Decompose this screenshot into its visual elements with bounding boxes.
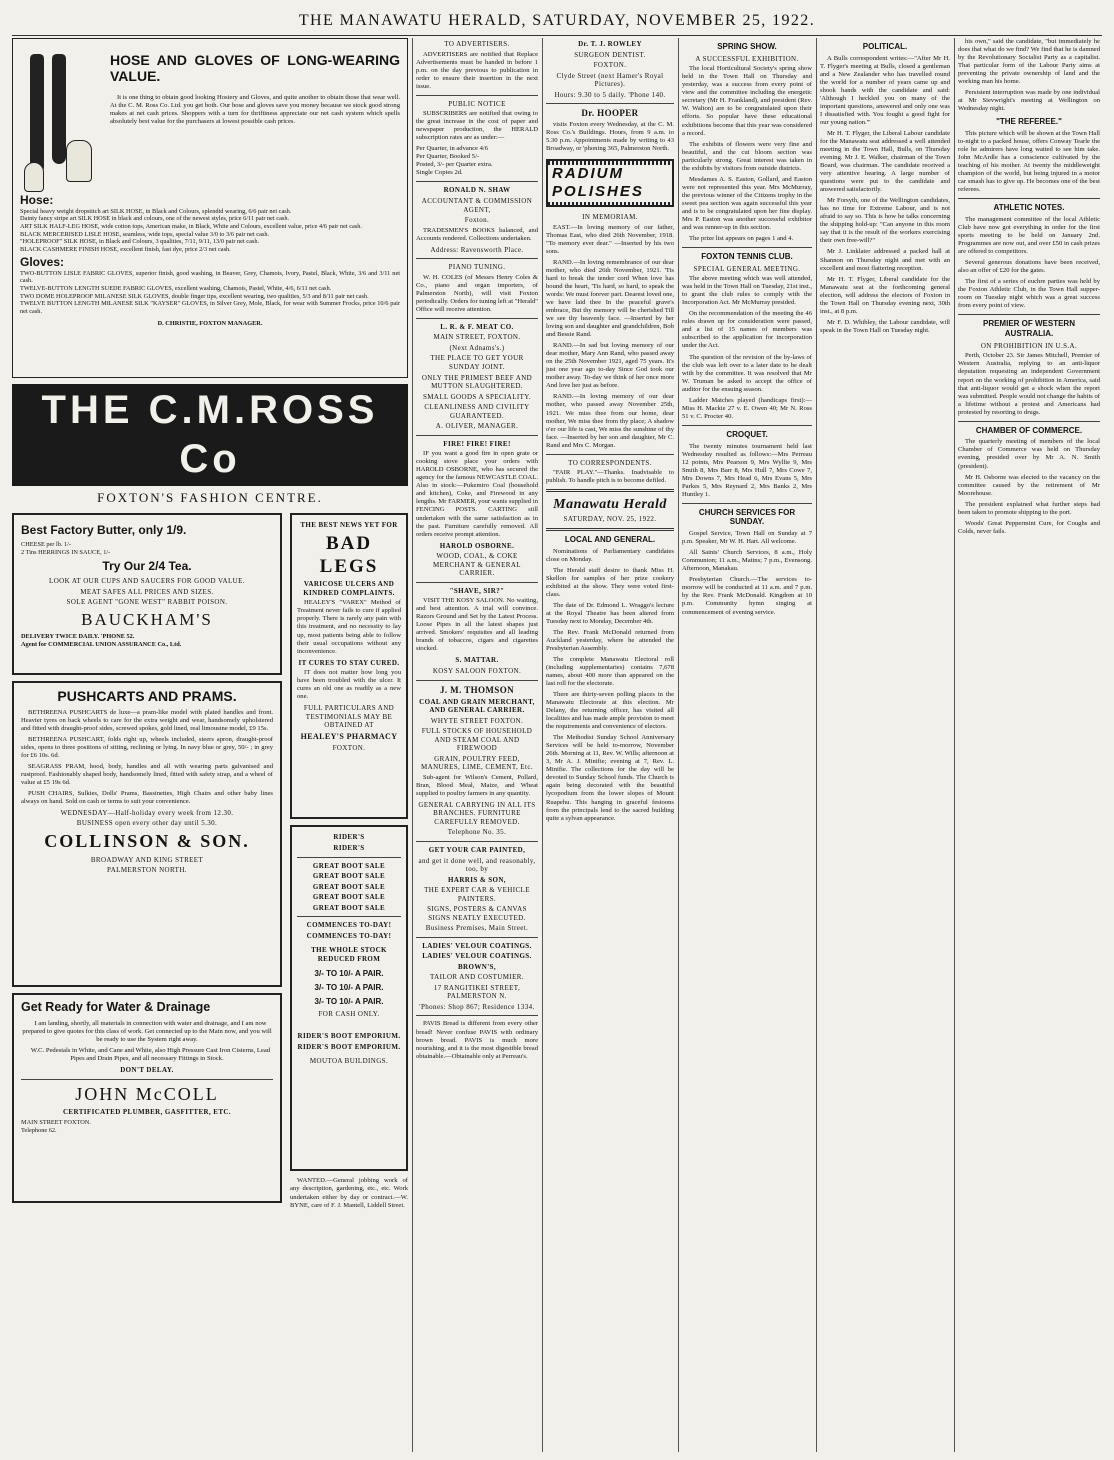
boot-emporium: RIDER'S BOOT EMPORIUM. — [297, 1042, 401, 1051]
hose-gloves-ad — [12, 38, 408, 378]
shaw-sub: ACCOUNTANT & COMMISSION AGENT, — [421, 197, 533, 214]
tennis-paragraph: Ladder Matches played (handicaps first):—Miss H. Mackie 27 v. E. Owen 40; Mr N. Ross 51 v. C. Procter 40. — [682, 396, 812, 420]
butter-title: Best Factory Butter, only 1/9. — [21, 523, 187, 538]
meat-line: SMALL GOODS A SPECIALITY. — [422, 392, 531, 401]
ross-logo: THE C.M.ROSS Co — [12, 384, 408, 486]
legs-top: THE BEST NEWS YET FOR — [300, 521, 398, 530]
local-heading: LOCAL AND GENERAL. — [564, 534, 656, 544]
painted-name: HARRIS & SON, — [448, 875, 506, 884]
shaw-text: TRADESMEN'S BOOKS balanced, and Accounts rendered. Collections undertaken. — [416, 226, 538, 242]
thomson-name: J. M. THOMSON — [439, 684, 515, 695]
hose-item: Dainty fancy stripe art SILK HOSE in black and colours, one of the newest styles, price 6/11 pair net cash. — [20, 215, 290, 223]
mattar-sub: KOSY SALOON FOXTON. — [432, 667, 522, 675]
browns-phone: 'Phones: Shop 867; Residence 1334. — [419, 1002, 535, 1011]
rowley-name: Dr. T. J. ROWLEY — [578, 40, 642, 48]
sale-line: GREAT BOOT SALE — [312, 872, 386, 881]
browns-address: 17 RANGITIKEI STREET, PALMERSTON N. — [433, 983, 521, 1001]
show-paragraph: Mesdames A. S. Easton, Gollard, and Easton were not represented this year. Mrs McMurray, the previous winner of the Citizens trophy in the sweet pea section was again successful this year and is to be congratulated upon her fine display. Mrs P. Easton was another successful exhibitor and was runner-up in this section. — [682, 175, 812, 231]
rowley-place: FOXTON. — [593, 61, 627, 70]
prams-half-holiday: WEDNESDAY—Half-holiday every week from 12.30. — [60, 808, 234, 817]
commerce-heading: CHAMBER OF COMMERCE. — [975, 425, 1083, 435]
osborne-sub: WOOD, COAL, & COKE MERCHANT & GENERAL CARRIER. — [433, 552, 521, 578]
painted-heading: GET YOUR CAR PAINTED, — [428, 845, 526, 854]
church-heading: CHURCH SERVICES FOR SUNDAY. — [698, 507, 796, 527]
commerce-paragraph: Mr H. Osborne was elected to the vacancy on the committee caused by the retirement of Mr Moorehouse. — [958, 473, 1100, 497]
thomson-line: GRAIN, POULTRY FEED, MANURES, LIME, CEMENT, Etc. — [421, 754, 533, 772]
bauckham-name: BAUCKHAM'S — [81, 609, 213, 629]
moutoa-buildings: MOUTOA BUILDINGS. — [309, 1057, 389, 1066]
glove-item: TWELVE BUTTON LENGTH MILANESE SILK "KAYSER" GLOVES, in Silver Grey, Mole, Black, for wear with Summer Frocks, price 10/6 pair net cash. — [20, 300, 400, 315]
commences: COMMENCES TO-DAY! — [306, 931, 392, 940]
memoriam-entry: EAST.—In loving memory of our father, Thomas East, who died 26th November, 1918. "To memory ever dear." —Inserted by his two sons. — [546, 223, 674, 255]
thomson-line: FULL STOCKS OF HOUSEHOLD AND STEAM COAL AND FIREWOOD — [421, 727, 533, 753]
column-memoriam — [546, 38, 674, 1452]
thomson-sub: COAL AND GRAIN MERCHANT, AND GENERAL CARRIER. — [419, 697, 535, 715]
tea-line: MEAT SAFES ALL PRICES AND SIZES. — [80, 587, 214, 596]
political-paragraph: Mr F. D. Whibley, the Labour candidate, will speak in the Town Hall on Tuesday night. — [820, 318, 950, 334]
prams-title: PUSHCARTS AND PRAMS. — [57, 688, 237, 705]
church-paragraph: Presbyterian Church.—The services to-morrow will be conducted at 11 a.m. and 7 p.m. by the Rev. Frank McDonald. Kingdom at 10 p.m. Community hymn singing at commencement of evening service. — [682, 576, 812, 616]
croquet-heading: CROQUET. — [726, 429, 768, 439]
mccoll-trade: CERTIFICATED PLUMBER, GASFITTER, ETC. — [62, 1108, 232, 1117]
sale-line: GREAT BOOT SALE — [312, 893, 386, 902]
correspondents-text: "FAIR PLAY."—Thanks. Inadvisable to publish. To handle pitch is to become defiled. — [546, 469, 674, 485]
local-paragraph: There are thirty-seven polling places in the Manawatu Electorate at this election. Mr Delany, the returning officer, has visited all localities and has made ample provision to meet the requirements and convenience of electors. — [546, 691, 674, 731]
osborne-name: HAROLD OSBORNE. — [439, 541, 515, 550]
local-paragraph: Nominations of Parliamentary candidates close on Monday. — [546, 547, 674, 563]
butter-line: 2 Tins HERRINGS IN SAUCE, 1/- — [21, 548, 111, 556]
prams-paragraph: BETHREENA PUSHCART, folds right up, wheels included, steers apron, draught-proof sides, opens to three positions of sitting, reclining or lying. In navy blue or grey, 50/- ; in grey for £6 10s. 6d. — [21, 735, 273, 759]
ross-tagline: FOXTON'S FASHION CENTRE. — [97, 489, 323, 505]
correspondents-heading: TO CORRESPONDENTS. — [568, 458, 652, 467]
painted-signs: SIGNS, POSTERS & CANVAS SIGNS NEATLY EXECUTED. — [427, 905, 527, 922]
tennis-heading: FOXTON TENNIS CLUB. — [701, 251, 793, 261]
mattar-name: S. MATTAR. — [455, 656, 499, 665]
browns-name: BROWN'S, — [457, 962, 496, 971]
rate: Single Copies 2d. — [416, 169, 463, 177]
show-subheading: A SUCCESSFUL EXHIBITION. — [695, 54, 799, 63]
water-title: Get Ready for Water & Drainage — [21, 1000, 211, 1015]
hose-item: BLACK CASHMERE FINISH HOSE, excellent finish, fast dye, price 2/3 net cash. — [20, 246, 231, 254]
hooper-name: Dr. HOOPER — [581, 108, 639, 119]
advertisers-text: ADVERTISERS are notified that Replace Advertisements must be handed in before 1 p.m. on the day previous to publication in order to ensure their insertion in the next issue. — [416, 50, 538, 90]
price-line: 3/- TO 10/- A PAIR. — [314, 969, 384, 979]
herald-date: SATURDAY, NOV. 25, 1922. — [563, 515, 657, 524]
butter-line: CHEESE per lb. 1/- — [21, 541, 72, 549]
boot-emporium: RIDER'S BOOT EMPORIUM. — [297, 1032, 401, 1041]
price-line: 3/- TO 10/- A PAIR. — [314, 996, 384, 1006]
commences: COMMENCES TO-DAY! — [306, 921, 392, 930]
show-paragraph: The local Horticultural Society's spring show held in the Town Hall on Thursday and yesterday, was a success from every point of view and the committee including the energetic secretary (Mr H. Frankland), and president (Rev. W. Walton) are to be congratulated upon their efforts. So popular have these educational exhibitions become that this year was considered a record. — [682, 65, 812, 137]
legs-title: BAD LEGS — [319, 532, 379, 578]
rate: Posted, 3/- per Quarter extra. — [416, 161, 493, 169]
wanted-ad: WANTED.—General jobbing work of any description, gardening, etc., etc. Work undertaken either by day or contract.—W. BYNE, care of F. J. Mantell, Liddell Street. — [290, 1177, 408, 1209]
prohibition-heading: ON PROHIBITION IN U.S.A. — [980, 341, 1078, 350]
prams-business-hours: BUSINESS open every other day until 5.30. — [76, 819, 218, 828]
hose-signature: D. CHRISTIE, FOXTON MANAGER. — [157, 319, 263, 327]
legs-cures: IT CURES TO STAY CURED. — [298, 658, 400, 667]
shaw-address: Address: Ravensworth Place. — [430, 245, 524, 254]
meat-street: MAIN STREET, FOXTON. — [433, 333, 521, 342]
tennis-paragraph: The question of the revision of the by-laws of the club was left over to a later date to be dealt with by the committee. It was resolved that Mr W. Truman be asked to accept the office of auditor for the ensuing season. — [682, 353, 812, 393]
velour-line: LADIES' VELOUR COATINGS. — [422, 952, 532, 961]
premier-heading: PREMIER OF WESTERN AUSTRALIA. — [982, 319, 1075, 339]
local-paragraph: The Rev. Frank McDonald returned from Auckland yesterday, where he attended the Presbyterian Assembly. — [546, 628, 674, 652]
mccoll-telephone: Telephone 62. — [21, 1126, 57, 1134]
hose-item: BLACK MERCERISED LISLE HOSE, seamless, wide tops, special value 3/0 to 3/6 pair net cash. — [20, 230, 270, 238]
riders-title: RIDER'S — [333, 843, 365, 852]
athletic-paragraph: The first of a series of euchre parties was held by the Foxton Athletic Club, in the Town Hall supper-room on Tuesday night which was a great success from every point of view. — [958, 278, 1100, 310]
local-paragraph: The Methodist Sunday School Anniversary Services will be held to-morrow, November 26th. Morning at 11, Rev. W. Wills; afternoon at 3, Mr A. J. Minifie; evening at 7, Rev. L. Minifie. The collections for the day will be devoted to Sunday School funds. The Church is again being decorated with the beautiful lycopodium from the lower slopes of Mount Ruapehu. This hanging in graceful festoons from the principals lend to the sacred building quite a sylvan appearance. — [546, 734, 674, 822]
meat-next: (Next Adnams's.) — [449, 343, 505, 352]
tea-line: LOOK AT OUR CUPS AND SAUCERS FOR GOOD VALUE. — [49, 577, 245, 586]
legs-full: FULL PARTICULARS AND TESTIMONIALS MAY BE OBTAINED AT — [303, 704, 395, 730]
shave-heading: "SHAVE, SIR?" — [449, 586, 505, 595]
legs-text: HEALEY'S "VAREX" Method of Treatment never fails to cure if applied properly. There is rarely any pain with this treatment, and no necessity to lay up, most patients being able to follow their usual occupations without any inconvenience. — [297, 599, 401, 655]
political-paragraph: Mr Forsyth, one of the Wellington candidates, has no time for Extreme Labour, and is not afraid to say so. This is how he talks concerning the shipping hold-up: "Can anyone in this room say that it is the result of the workers exercising their own free-will?" — [820, 197, 950, 245]
glove-item: TWELVE-BUTTON LENGTH SUEDE FABRIC GLOVES, excellent washing, Chamois, Pastel, White, 4/6, 6/11 net cash. — [20, 284, 332, 292]
sale-line: GREAT BOOT SALE — [312, 882, 386, 891]
church-paragraph: Gospel Service, Town Hall on Sunday at 7 p.m. Speaker, Mr W. H. Hart. All welcome. — [682, 530, 812, 546]
rowley-sub: SURGEON DENTIST. — [574, 50, 646, 59]
col6-paragraph: Persistent interruption was made by one individual at Mr Sievwright's meeting at Wellington on Wednesday night. — [958, 89, 1100, 113]
tea-line: SOLE AGENT "GONE WEST" RABBIT POISON. — [66, 598, 228, 607]
tea-title: Try Our 2/4 Tea. — [102, 559, 192, 574]
hose-item: Special heavy weight dropstitch art SILK HOSE, in Black and Colours, splendid wearing, 6/6 pair net cash. — [20, 207, 292, 215]
show-paragraph: The exhibits of flowers were very fine and beautiful, and the cut bloom section was particularly strong. Great interest was taken in the exhibits by visitors from outside districts. — [682, 140, 812, 172]
glove-item: TWO-BUTTON LISLE FABRIC GLOVES, superior finish, good washing, in Beaver, Grey, Chamois, Ivory, Pastel, Black, White, 3/6 and 3/11 net cash. — [20, 269, 400, 285]
thomson-carrying: GENERAL CARRYING IN ALL ITS BRANCHES. FURNITURE CAREFULLY REMOVED. — [418, 800, 536, 826]
butter-ad — [12, 513, 282, 675]
column-show — [682, 38, 812, 1452]
hose-title: HOSE AND GLOVES OF LONG-WEARING VALUE. — [110, 52, 400, 85]
memoriam-entry: RAND.—In loving memory of our dear mother, who passed away November 25th, 1921. We miss thee from our home, dear mother, We miss thee from thy place; A shadow o'er our life is cast, We miss the sunshine of thy face. —Inserted by her son and daughter, Mr C. Rand and Mrs C. Morgan. — [546, 393, 674, 449]
hose-item: ART SILK HALF-LEG HOSE, wide cotton tops, American make, in Black, White and Colours, excellent value, price 4/6 pair net cash. — [20, 223, 362, 231]
hose-item-list — [20, 208, 400, 254]
prams-paragraph: BETHREENA PUSHCARTS de luxe—a pram-like model with plated handles and front. Heavier tyres on back wheels to care for the extra weight and wear, handsomely upholstered and fitted with draught-proof sides, screwed spokes, gold lined, real limousine model, £9 15s. — [21, 708, 273, 732]
masthead: THE MANAWATU HERALD, SATURDAY, NOVEMBER 25, 1922. — [12, 12, 1102, 36]
velour-line: LADIES' VELOUR COATINGS. — [422, 941, 532, 950]
memoriam-heading: IN MEMORIAM. — [582, 213, 638, 222]
legs-pharmacy: HEALEY'S PHARMACY — [300, 731, 398, 741]
commerce-paragraph: The quarterly meeting of members of the local Chamber of Commerce was held on Thursday evening, presided over by Mr A. N. Smith (president). — [958, 438, 1100, 470]
water-fittings: W.C. Pedestals in White, and Cane and White, also High Pressure Cast Iron Cisterns, Lead Pipes and Drain Pipes, and all necessary Fittings in Stock. — [30, 1046, 271, 1062]
gloves-heading: Gloves: — [20, 254, 65, 269]
political-paragraph: Mr J. Linklater addressed a packed hall at Shannon on Thursday night and met with an excellent and most flattering reception. — [820, 248, 950, 272]
advertisers-heading: TO ADVERTISERS. — [444, 40, 510, 48]
meat-line: CLEANLINESS AND CIVILITY GUARANTEED. — [424, 403, 530, 420]
referee-text: This picture which will be shown at the Town Hall to-night to a packed house, offers Conway Tearle the role he admirers have long waited to see him take. John McArdle has a conscience cultivated by the teaching of his mother. At twenty the middleweight champion of the world, but being injured in a motor car smash has to give up. He becomes one of the best referees. — [958, 130, 1100, 194]
tennis-subheading: SPECIAL GENERAL MEETING. — [693, 264, 801, 273]
hose-intro: It is one thing to obtain good looking Hosiery and Gloves, and quite another to obtain those that wear well. At the C. M. Ross Co. Ltd. you get both. Our hose and gloves save you money because we stock good strong makes at net cash prices. Shoppers with a turn for thriftiness appreciate our net cash system which spells absolutely best value for the purchasers at lowest possible cash prices. — [110, 94, 400, 126]
rate: Per Quarter, in advance 4/6 — [416, 145, 489, 153]
prams-paragraph: SEAGRASS PRAM, hood, body, handles and all with wearing parts galvanised and rustproof. Fashionably shaped body, handsomely lined, fitted with safety strap, and a wheel of value at £5 19s 6d. — [21, 762, 273, 786]
athletic-paragraph: The management committee of the local Athletic Club have now got everything in order for the first sports meeting to be held on January 2nd. Programmes are now out, and over £50 in cash prizes are offered to competitors. — [958, 216, 1100, 256]
water-delay: DON'T DELAY. — [120, 1065, 174, 1074]
mccoll-name: JOHN McCOLL — [75, 1083, 219, 1104]
church-paragraph: All Saints' Church Services, 8 a.m., Holy Communion; 11 a.m., Matins; 7 p.m., Evensong. Afternoon, Manakau. — [682, 549, 812, 573]
prams-paragraph: PUSH CHAIRS, Sulkies, Dolls' Prams, Bassinettes, High Chairs and other baby lines always on hand. Sold on cash or terms to suit your convenience. — [21, 789, 273, 805]
glove-item-list — [20, 270, 400, 316]
col6-paragraph: his own," said the candidate, "but immediately he does that what do we find? We find that he is damned by the Revolutionary Socialist Party as a capitalist. That particular form of the Labour Party aims at preventing the private ownership of land and the working man his home. — [958, 38, 1100, 86]
rate: Per Quarter, Booked 5/- — [416, 153, 480, 161]
show-heading: SPRING SHOW. — [717, 42, 777, 51]
hose-heading: Hose: — [20, 193, 54, 207]
mccoll-street: MAIN STREET FOXTON. — [21, 1119, 91, 1126]
column-political — [820, 38, 950, 1452]
column-athletic — [958, 38, 1100, 1452]
bauckham-agent: Agent for COMMERCIAL UNION ASSURANCE Co., Ltd. — [21, 641, 182, 649]
tennis-paragraph: On the recommendation of the meeting the 46 rules drawn up for consideration were passed, and a list of 15 names of members was subscribed to the application for incorporation under the Act. — [682, 310, 812, 350]
show-paragraph: The prize list appears on pages 1 and 4. — [689, 234, 794, 242]
athletic-heading: ATHLETIC NOTES. — [993, 203, 1065, 213]
thomson-telephone: Telephone No. 35. — [447, 828, 507, 837]
local-paragraph: The complete Manawatu Electoral roll (including supplementaries) contains 7,678 names, about 400 more than appeared on the last roll for the electorate. — [546, 655, 674, 688]
herald-nameplate: Manawatu Herald — [553, 497, 667, 513]
croquet-text: The twenty minutes tournament held last Wednesday resulted as follows:—Mrs Perreau 12 points, Mrs Pearson 9, Mrs Wyllie 9, Mrs Smith 8, Mrs Barr 8, Mrs Hull 7, Mrs Cowe 7, Mrs Downs 7, Mrs Head 6, Mrs Evans 5, Mrs Parkes 5, Mrs Reynard 2, Mrs Banks 2, Mrs Huntley 1. — [682, 442, 812, 498]
collinson-city: PALMERSTON NORTH. — [107, 866, 187, 875]
commerce-paragraph: The president explained what further steps had been taken to promote shipping to the port. — [958, 500, 1100, 516]
water-drainage-ad — [12, 993, 282, 1203]
thomson-text: Sub-agent for Wilson's Cement, Pollard, Bran, Blood Meal, Maize, and Wheat supplied to poultry farmers in any quantity. — [416, 773, 538, 797]
browns-sub: TAILOR AND COSTUMIER. — [430, 973, 524, 982]
fire-heading: FIRE! FIRE! FIRE! — [443, 439, 511, 448]
peppermint-ad: Woods' Great Peppermint Cure, for Coughs and Colds, never fails. — [958, 519, 1100, 535]
sale-line: GREAT BOOT SALE — [312, 903, 386, 912]
shave-text: VISIT THE KOSY SALOON. No waiting, and best attention. A trial will convince. Razors Ground and Set by the Latest Process. Loose Pipes in all the latest shapes just arrived. Smokers' requisites and all leading brands of tobaccos, cigars and cigarettes stocked. — [416, 597, 538, 653]
legs-cures-text: IT does not matter how long you have been troubled with the ulcer. It cures an old one as readily as a new one. — [297, 669, 401, 701]
public-notice-heading: PUBLIC NOTICE — [448, 99, 506, 108]
riders-boot-sale-ad — [290, 825, 408, 1171]
riders-title: RIDER'S — [333, 833, 365, 842]
water-text: I am landing, shortly, all materials in connection with water and drainage, and I am now prepared to give quotes for this class of work. Get connected up to the Main now, and you will be ready to use the System right away. — [22, 1019, 272, 1043]
whole-stock: THE WHOLE STOCK REDUCED FROM — [311, 946, 387, 963]
political-paragraph: Mr H. T. Flyger, Liberal candidate for the Manawatu seat at the forthcoming general election, will address the electors of Foxton in the Town Hall on Thursday evening next, 30th inst., at 8 p.m. — [820, 275, 950, 315]
meat-line: THE PLACE TO GET YOUR SUNDAY JOINT. — [430, 354, 524, 371]
legs-pharmacy-place: FOXTON. — [332, 743, 366, 752]
collinson-name: COLLINSON & SON. — [44, 830, 250, 851]
premier-text: Perth, October 23. Sir James Mitchell, Premier of Western Australia, replying to an anti-liquor deputation requesting an independent Government report on the working of prohibition in America, said that anti-liquor would get a shock when the report was submitted. People would not change the habits of a lifetime without a protest and Americans had protested by resorting to drugs. — [958, 352, 1100, 416]
memoriam-entry: RAND.—In loving remembrance of our dear mother, who died 26th November, 1921. 'Tis hard to break the tender cord When love has bound the heart, 'Tis hard, so hard, to speak the words: We must forever part. Dearest loved one, we have laid thee In the peaceful grave's embrace, But thy memory will be cherished Till we see thy heavenly face. —Inserted by her loving son and daughter and grandchildren, Bob and Bessie Rand. — [546, 258, 674, 339]
political-paragraph: Mr H. T. Flyger, the Liberal Labour candidate for the Manawatu seat addressed a well attended meeting in the Town Hall, Bulls, on Thursday evening. Mr J. E. Walker, chairman of the Town Board, was chairman. The candidate received a very attentive hearing. A large number of questions were put to the candidate and answered satisfactorily. — [820, 130, 950, 194]
legs-sub: VARICOSE ULCERS AND KINDRED COMPLAINTS. — [303, 580, 395, 597]
shaw-name: RONALD N. SHAW — [443, 186, 511, 195]
thomson-street: WHYTE STREET FOXTON. — [430, 716, 524, 725]
rowley-address: Clyde Street (next Hamer's Royal Pictures). — [556, 71, 664, 89]
column-ads-left — [12, 38, 408, 1452]
radium-polishes-text: RADIUM POLISHES — [548, 165, 672, 202]
glove-item: TWO DOME HOLEPROOF MILANESE SILK GLOVES, double finger tips, excellent wearing, two qualities, 5/3 and 8/11 pair net cash. — [20, 292, 369, 300]
radium-polishes-logo — [546, 159, 674, 207]
tennis-paragraph: The above meeting which was well attended, was held in the Town Hall on Tuesday, 21st inst., to grant the club rules to comply with the Incorporation Act. Mr McMurray presided. — [682, 275, 812, 307]
local-paragraph: The Herald staff desire to thank Miss H. Skellon for samples of her prize cookery exhibited at the show. They were voted first-class. — [546, 566, 674, 598]
referee-heading: "THE REFEREE." — [996, 117, 1062, 127]
athletic-paragraph: Several generous donations have been received, also an offer of £20 for the gates. — [958, 259, 1100, 275]
meat-title: L. R. & F. MEAT CO. — [440, 322, 514, 331]
fire-text: IF you want a good fire in open grate or cooking stove place your orders with HAROLD OSBORNE, who has secured the agency for the famous NEWCASTLE COAL. Also in stock:—Pukemiro Coal (household and kitchen), Coke, and Firewood in any lengths. Mr FARMER, your wants supplied in FENCING POSTS. CARTING still undertaken with the same satisfaction as in the past. Furniture carefully removed. All orders receive prompt attention. — [416, 450, 538, 538]
prams-ad — [12, 681, 282, 987]
meat-line: ONLY THE PRIMEST BEEF AND MUTTON SLAUGHTERED. — [421, 373, 533, 391]
public-notice-text: SUBSCRIBERS are notified that owing to the great increase in the cost of paper and newspaper production, the HERALD subscription rates are as under:— — [416, 110, 538, 142]
pavis-text: PAVIS Bread is different from every other bread! Never confuse PAVIS with ordinary brown bread. PAVIS is much more nourishing, and it is the most digestible bread obtainable.—Obtainable only at Perreau's. — [416, 1020, 538, 1060]
shaw-place: Foxton. — [464, 216, 490, 225]
painted-address: Business Premises, Main Street. — [425, 924, 529, 933]
memoriam-entry: RAND.—In sad but loving memory of our dear mother, Mary Ann Rand, who passed away on the 25th November 1921, aged 75 years. It's just one year ago to-day Since God took our mother away. To-day we think of her once more And love her just as before. — [546, 342, 674, 390]
hose-item: "HOLEPROOF" SILK HOSE, in Black and Colours, 3 qualities, 7/11, 9/11, 13/0 pair net cash. — [20, 238, 260, 246]
cash-only: FOR CASH ONLY. — [318, 1009, 380, 1018]
bauckham-delivery: DELIVERY TWICE DAILY. 'PHONE 52. — [21, 633, 135, 641]
piano-text: W. H. COLES (of Messrs Henry Coles & Co., piano and organ importers, of Palmerston North), will visit Foxton periodically. Orders for tuning left at "Herald" Office will receive attention. — [416, 273, 538, 313]
political-paragraph: A Bulls correspondent writes:—"After Mr H. T. Flyger's meeting at Bulls, closed a gentleman and a New Zealander who has travelled round the world for a number of years came up and shook hands with the candidate and said: 'Although I heckled you on many of the important questions, answered and only one was I dissatisfied with. You fought a good fight for our young nation.'" — [820, 54, 950, 126]
collinson-address: BROADWAY AND KING STREET — [90, 855, 204, 864]
rowley-hours: Hours: 9.30 to 5 daily. 'Phone 140. — [554, 90, 666, 99]
stockings-illustration — [20, 44, 102, 194]
piano-heading: PIANO TUNING. — [448, 263, 506, 272]
local-paragraph: The date of Dr. Edmond L. Wraggo's lecture at the Royal Theatre has been altered from Tuesday next to Monday, December 4th. — [546, 601, 674, 625]
political-heading: POLITICAL. — [862, 42, 908, 51]
bad-legs-ad — [290, 513, 408, 819]
painted-text: and get it done well, and reasonably, too, by — [418, 856, 536, 874]
painted-sub: THE EXPERT CAR & VEHICLE PAINTERS. — [424, 886, 530, 903]
hooper-text: visits Foxton every Wednesday, at the C. M. Ross Co.'s Buildings. Hours, from 9 a.m. to 5.30 p.m. Appointments made by writing to 43 Broadway, or 'phoning 365, Palmerston North. — [546, 121, 674, 153]
column-notices — [416, 38, 538, 1452]
price-line: 3/- TO 10/- A PAIR. — [314, 983, 384, 993]
meat-manager: A. OLIVER, MANAGER. — [435, 422, 519, 431]
sale-line: GREAT BOOT SALE — [312, 861, 386, 870]
